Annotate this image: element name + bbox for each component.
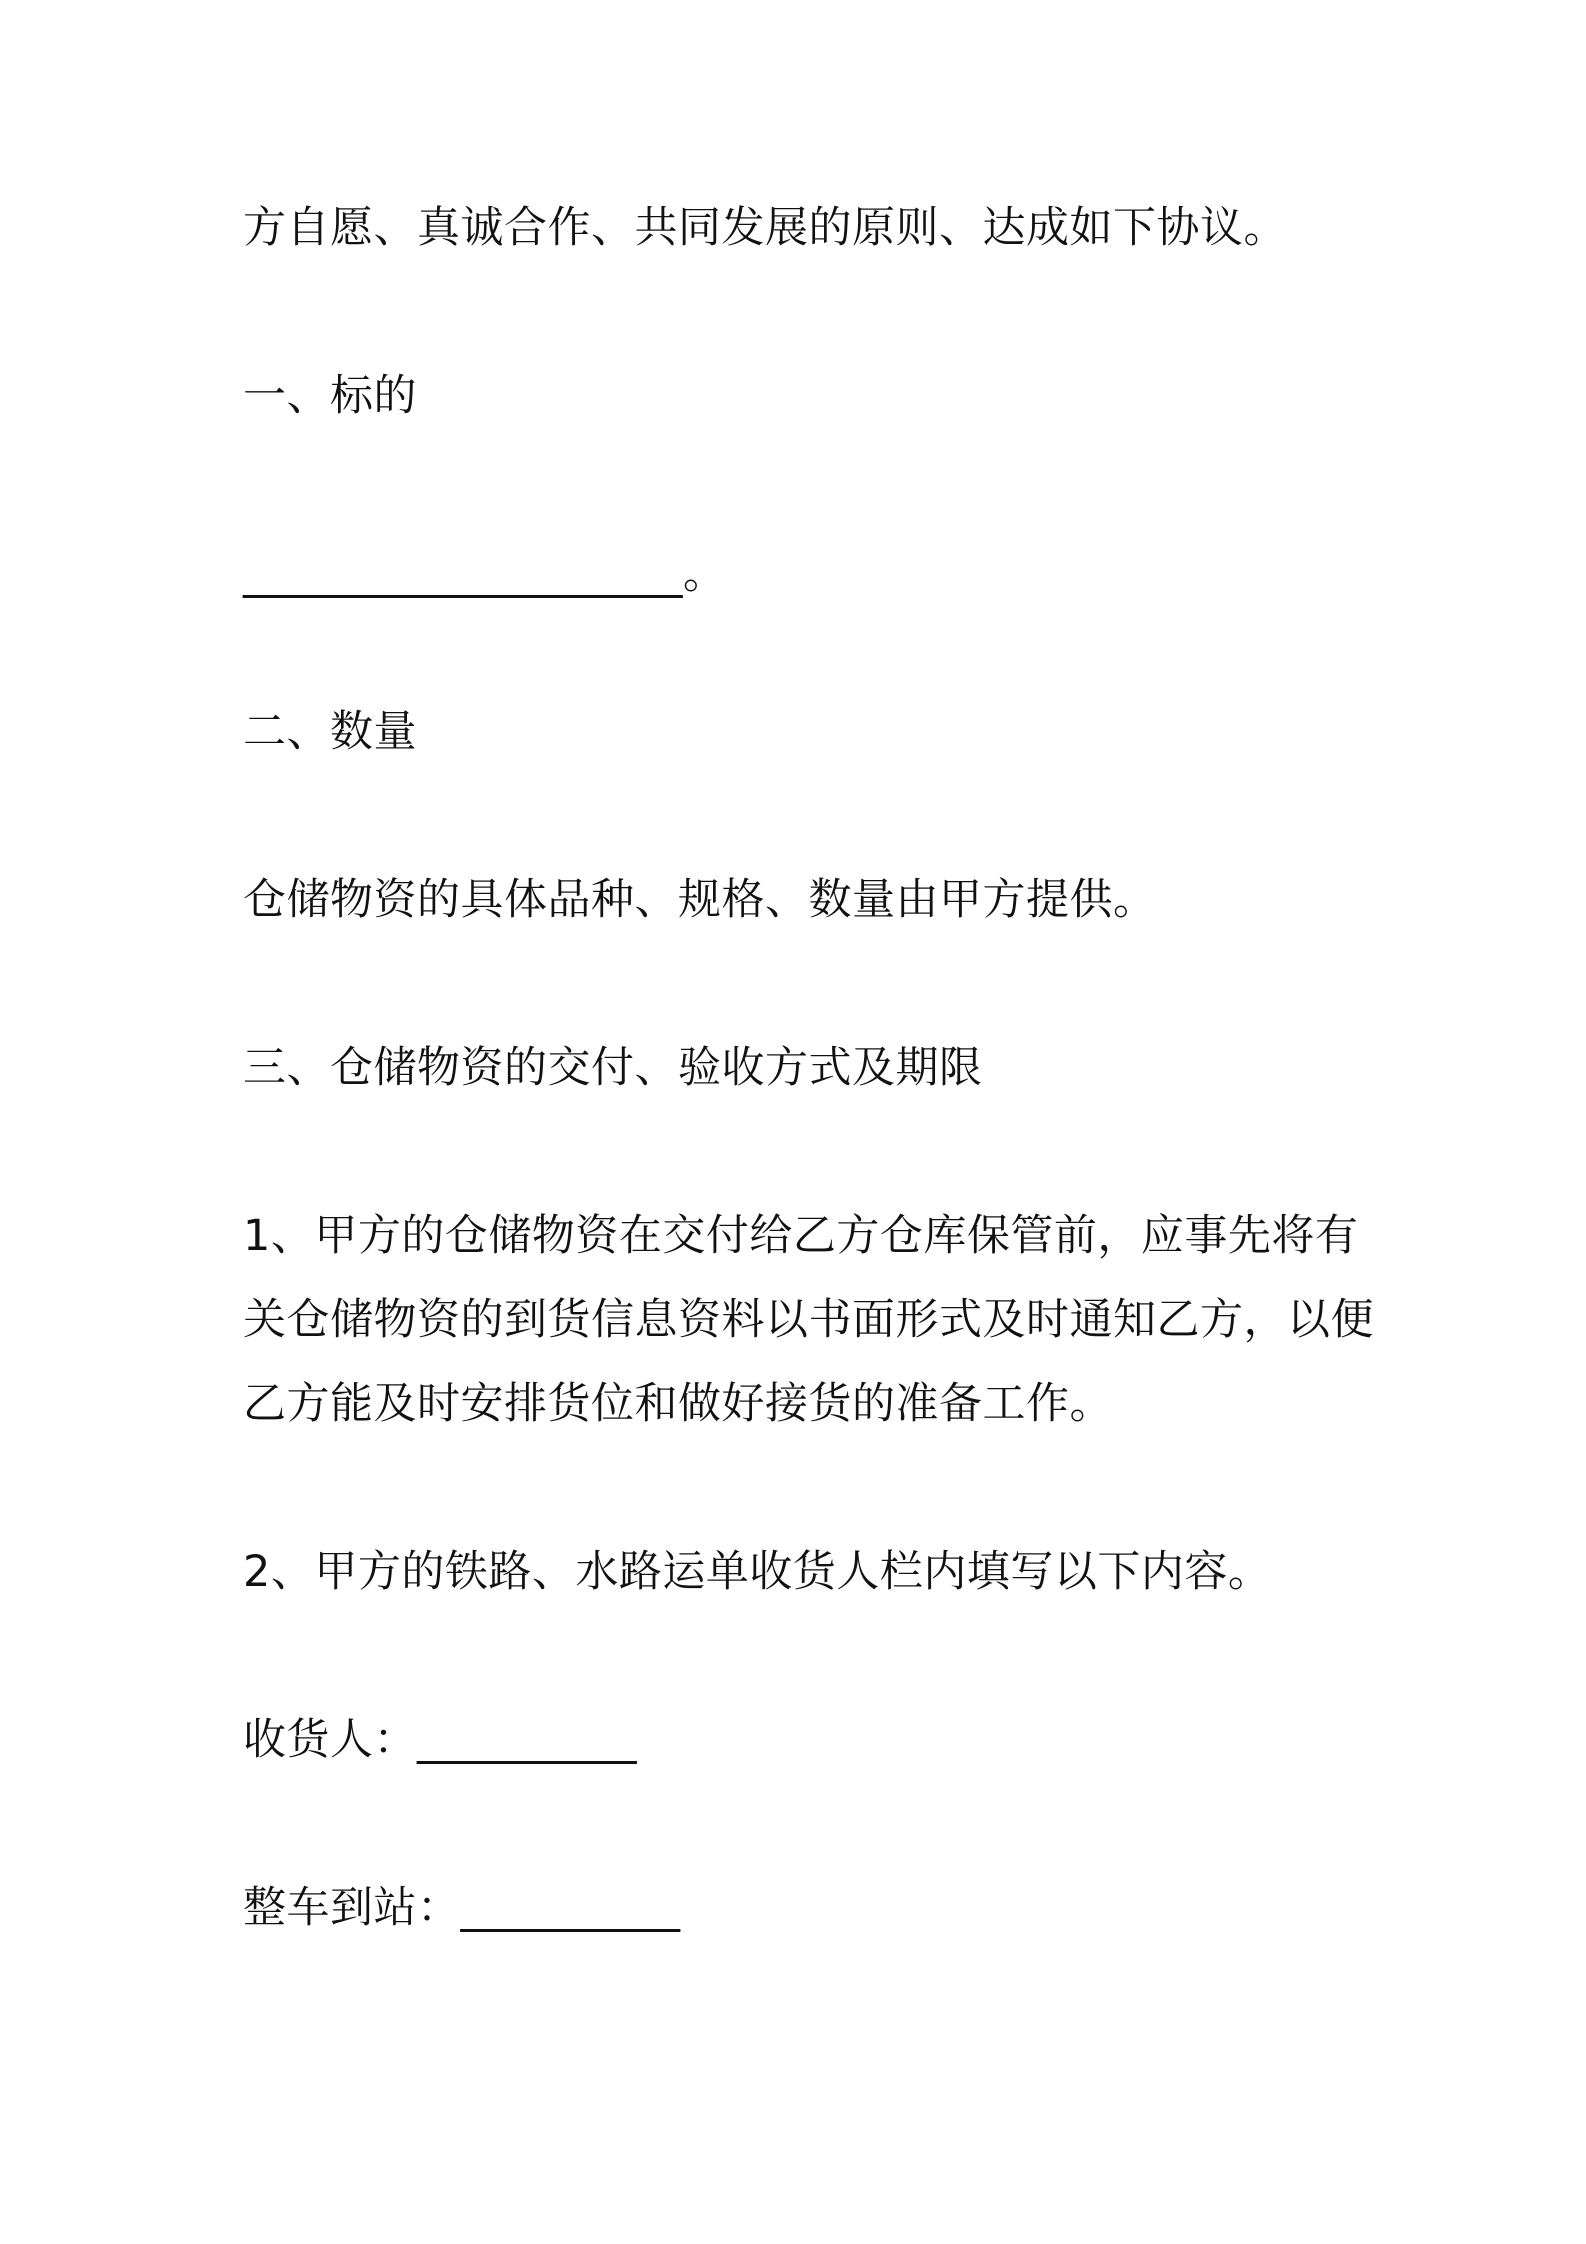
agreement-preamble-line: 方自愿、真诚合作、共同发展的原则、达成如下协议。 — [243, 203, 1287, 253]
subject-blank-line: ____________________。 — [243, 549, 727, 599]
clause-2-line: 2、甲方的铁路、水路运单收货人栏内填写以下内容。 — [243, 1547, 1272, 1597]
clause-1-line-1: 1、甲方的仓储物资在交付给乙方仓库保管前，应事先将有 — [243, 1211, 1359, 1261]
quantity-paragraph: 仓储物资的具体品种、规格、数量由甲方提供。 — [243, 875, 1157, 925]
consignee-field-line: 收货人：__________ — [243, 1715, 637, 1765]
arrival-station-field-line: 整车到站：__________ — [243, 1883, 681, 1933]
section-heading-quantity: 二、数量 — [243, 707, 417, 757]
clause-1-line-3: 乙方能及时安排货位和做好接货的准备工作。 — [243, 1379, 1113, 1429]
section-heading-delivery: 三、仓储物资的交付、验收方式及期限 — [243, 1043, 983, 1093]
clause-1-line-2: 关仓储物资的到货信息资料以书面形式及时通知乙方，以便 — [243, 1295, 1374, 1345]
section-heading-subject: 一、标的 — [243, 371, 417, 421]
